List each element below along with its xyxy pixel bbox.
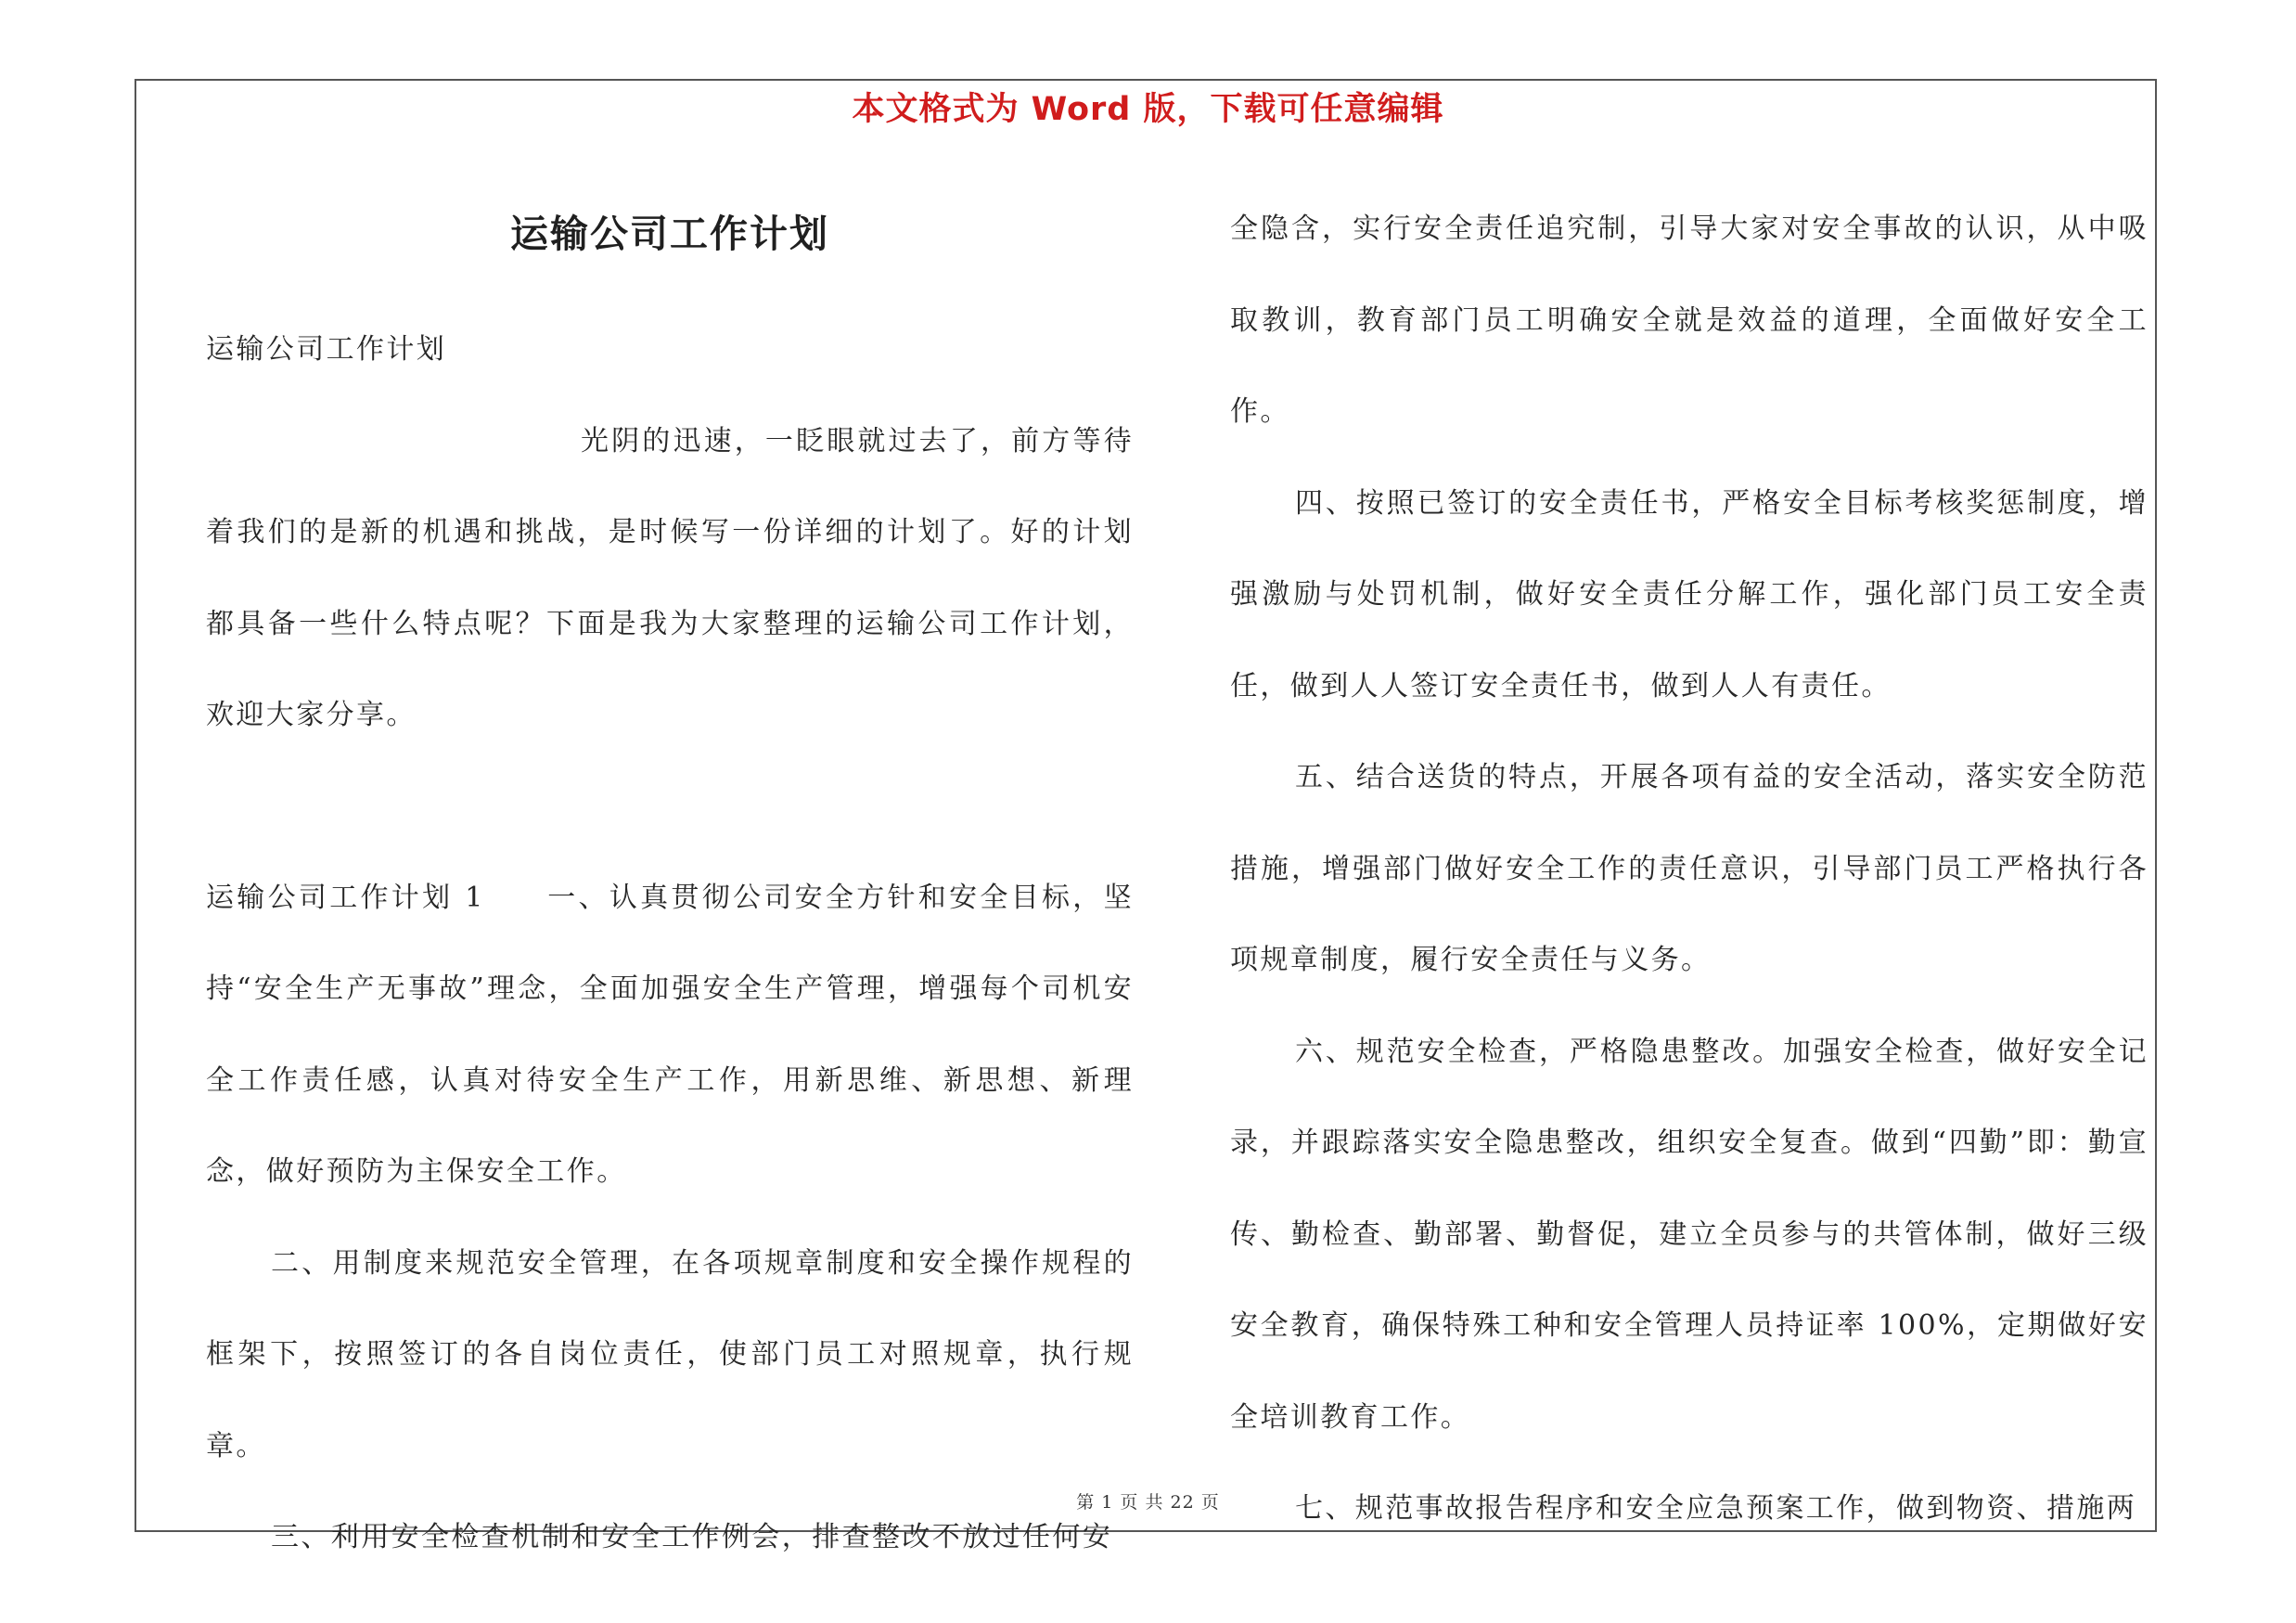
paragraph-7: 七、规范事故报告程序和安全应急预案工作，做到物资、措施两 (1295, 1492, 2137, 1525)
paragraph-4: 四、按照已签订的安全责任书，严格安全目标考核奖惩制度，增强激励与处罚机制，做好安全责任分解工作，强化部门员工安全责任，做到人人签订安全责任书，做到人人有责任。 (1230, 486, 2148, 702)
paragraph-3: 三、利用安全检查机制和安全工作例会，排查整改不放过任何安 (271, 1521, 1113, 1553)
intro-paragraph: 光阴的迅速，一眨眼就过去了，前方等待着我们的是新的机遇和挑战，是时候写一份详细的计划了。好的计划都具备一些什么特点呢？下面是我为大家整理的运输公司工作计划，欢迎大家分享。 (206, 424, 1134, 731)
paragraph-6: 六、规范安全检查，严格隐患整改。加强安全检查，做好安全记录，并跟踪落实安全隐患整改，组织安全复查。做到“四勤”即：勤宣传、勤检查、勤部署、勤督促，建立全员参与的共管体制，做好三级安全教育，确保特殊工种和安全管理人员持证率 100%，定期做好安全培训教育工作。 (1230, 1035, 2148, 1434)
right-column (1230, 184, 2148, 1555)
paragraph-1: 一、认真贯彻公司安全方针和安全目标，坚持“安全生产无事故”理念，全面加强安全生产管理，增强每个司机安全工作责任感，认真对待安全生产工作，用新思维、新思想、新理念，做好预防为主保安全工作。 (206, 881, 1134, 1188)
format-banner: 本文格式为 Word 版，下载可任意编辑 (852, 91, 1444, 128)
paragraph-5: 五、结合送货的特点，开展各项有益的安全活动，落实安全防范措施，增强部门做好安全工作的责任意识，引导部门员工严格执行各项规章制度，履行安全责任与义务。 (1230, 761, 2148, 976)
page-number: 第 1 页 共 22 页 (1076, 1492, 1220, 1513)
section-label: 运输公司工作计划 1 (206, 881, 485, 914)
document-title: 运输公司工作计划 (510, 212, 829, 256)
paragraph-2: 二、用制度来规范安全管理，在各项规章制度和安全操作规程的框架下，按照签订的各自岗位责任，使部门员工对照规章，执行规章。 (206, 1246, 1134, 1462)
left-column (206, 304, 1134, 1584)
paragraph-gap (206, 762, 1134, 853)
document-subtitle: 运输公司工作计划 (206, 333, 447, 366)
paragraph-3-continued: 全隐含，实行安全责任追究制，引导大家对安全事故的认识，从中吸取教训，教育部门员工明确安全就是效益的道理，全面做好安全工作。 (1230, 213, 2148, 428)
plan-section-1 (206, 853, 1134, 1218)
